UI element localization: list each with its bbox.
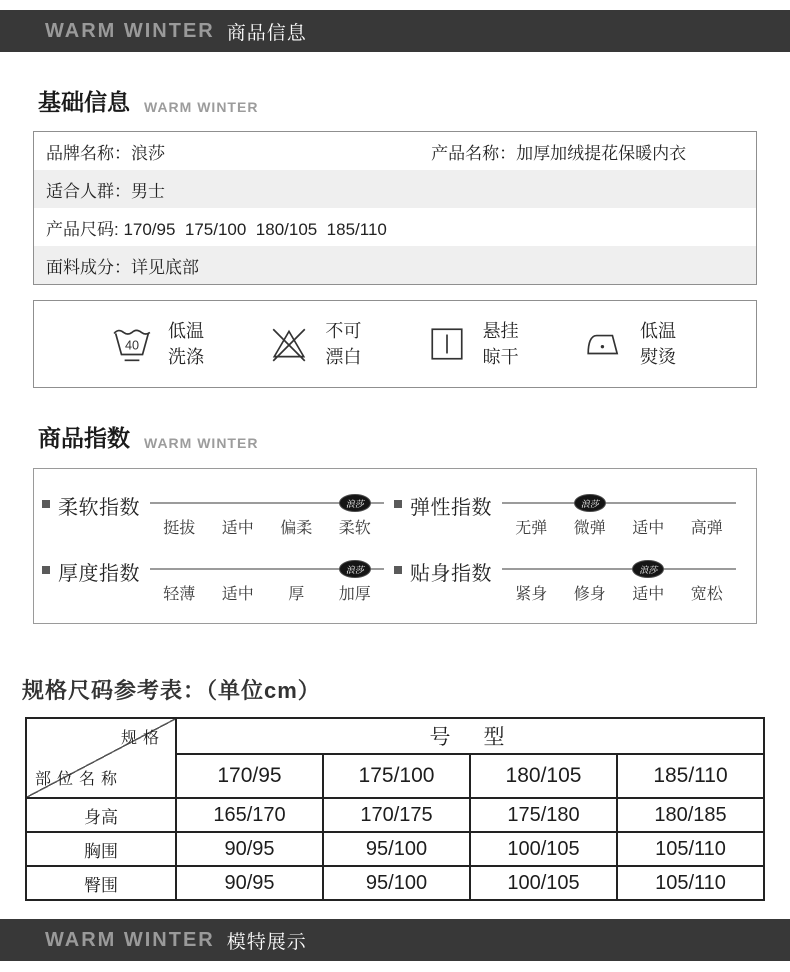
cell-value: 180/185 [617,798,764,832]
section-subtitle: WARM WINTER [144,435,259,451]
bottom-banner-title: 模特展示 [226,931,307,953]
care-label-line1: 悬挂 [482,320,519,341]
index-label: 贴身指数 [410,563,492,585]
table-row [34,246,756,284]
scale-level: 宽松 [690,586,723,603]
row-label: 胸围 [26,832,176,866]
table-row [34,208,756,246]
bullet-icon [394,500,402,508]
care-label-line2: 漂白 [325,347,362,367]
index-label: 厚度指数 [58,563,140,585]
bullet-icon [42,566,50,574]
product-sizes-value: 产品尺码: 170/95 175/100 180/105 185/110 [46,219,387,239]
scale-level: 紧身 [515,586,548,603]
diagonal-header-cell [26,718,176,798]
index-scale [150,491,384,543]
cell-value: 95/100 [323,866,470,900]
langsha-badge: 浪莎 [632,560,664,578]
section-title: 商品指数 [38,425,130,451]
care-label-line2: 洗涤 [168,347,204,367]
care-label-line2: 熨烫 [639,347,676,367]
scale-level: 柔软 [338,520,371,537]
scale-level: 高弹 [690,520,723,537]
cell-value: 165/170 [176,798,323,832]
scale-level: 适中 [221,586,254,603]
table-row-chest [26,832,764,866]
care-item-iron [584,318,676,370]
index-item-elasticity [394,481,746,547]
index-label: 弹性指数 [410,497,492,519]
basic-info-table [33,131,757,285]
care-label-line1: 不可 [325,320,362,341]
cell-value: 100/105 [470,866,617,900]
svg-text:40: 40 [124,338,140,353]
basic-info-heading [38,84,790,117]
cell-value: 170/175 [323,798,470,832]
care-item-dry [427,318,519,370]
table-row [34,132,756,170]
scale-level: 挺拔 [163,520,196,537]
cell-value: 105/110 [617,832,764,866]
scale-level: 适中 [221,520,254,537]
cell-value: 90/95 [176,832,323,866]
table-row-hip [26,866,764,900]
index-item-softness [42,481,394,547]
size-column: 185/110 [617,754,764,798]
care-item-bleach [269,318,361,370]
index-scale [502,557,736,609]
no-bleach-icon [269,324,309,364]
scale-level: 加厚 [338,586,371,603]
index-item-fit [394,547,746,613]
hang-dry-icon [427,324,467,364]
cell-value: 90/95 [176,866,323,900]
langsha-badge: 浪莎 [574,494,606,512]
cell-value: 95/100 [323,832,470,866]
size-column: 175/100 [323,754,470,798]
index-scale [150,557,384,609]
scale-level: 修身 [573,586,606,603]
care-instructions-box [33,300,757,388]
table-row-height [26,798,764,832]
size-reference-table [25,717,765,901]
size-table-title: 规格尺码参考表：（单位cm） [22,678,321,703]
care-label-line1: 低温 [639,320,676,341]
scale-level: 适中 [632,520,665,537]
row-label: 臀围 [26,866,176,900]
product-index-heading [38,420,790,453]
size-column: 180/105 [470,754,617,798]
table-row [34,170,756,208]
group-header-cell: 号 型 [176,718,764,754]
corner-label-part: 部位名称 [35,771,124,788]
top-banner [0,10,790,52]
index-item-thickness [42,547,394,613]
target-group-value: 适合人群：男士 [46,181,165,201]
fabric-value: 面料成分：详见底部 [46,257,199,277]
index-scale [502,491,736,543]
product-index-box [33,468,757,624]
section-subtitle: WARM WINTER [144,99,259,115]
scale-level: 轻薄 [163,586,196,603]
brand-name-value: 品牌名称：浪莎 [46,143,165,163]
bullet-icon [394,566,402,574]
scale-line [502,502,736,504]
bottom-banner [0,919,790,961]
cell-value: 100/105 [470,832,617,866]
index-label: 柔软指数 [58,497,140,519]
row-label: 身高 [26,798,176,832]
scale-line [502,568,736,570]
cell-value: 105/110 [617,866,764,900]
langsha-badge: 浪莎 [339,494,371,512]
care-label-line2: 晾干 [482,347,519,367]
langsha-badge: 浪莎 [339,560,371,578]
cell-value: 175/180 [470,798,617,832]
size-column: 170/95 [176,754,323,798]
wash-low-temp-icon [112,324,152,364]
scale-level: 适中 [632,586,665,603]
brand-wordmark: WARM WINTER [45,19,215,42]
brand-wordmark: WARM WINTER [45,928,215,951]
scale-level: 偏柔 [280,520,313,537]
care-label-line1: 低温 [168,320,204,341]
section-title: 基础信息 [38,89,130,115]
iron-low-temp-icon [584,324,624,364]
care-item-wash [112,318,204,370]
corner-label-spec: 规格 [120,730,165,747]
product-name-value: 产品名称：加厚加绒提花保暖内衣 [431,143,687,163]
top-banner-title: 商品信息 [226,22,307,44]
scale-level: 微弹 [573,520,606,537]
scale-level: 厚 [288,586,305,603]
scale-level: 无弹 [515,520,548,537]
bullet-icon [42,500,50,508]
